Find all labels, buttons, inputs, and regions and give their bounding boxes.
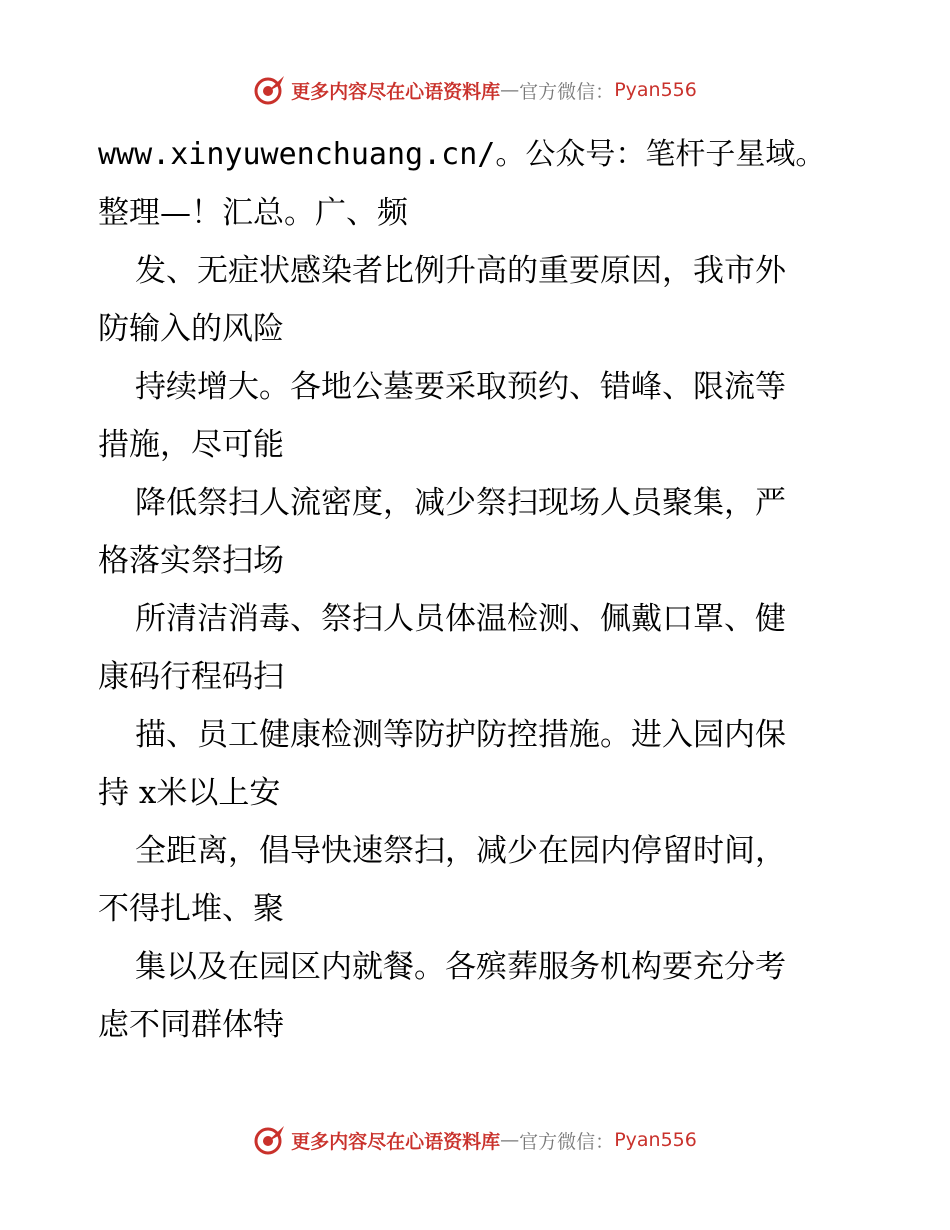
footer-watermark [0, 1120, 950, 1160]
text-line: 防输入的风险 [98, 311, 284, 347]
watermark-official-label: 官方微信： [519, 80, 615, 103]
watermark-wechat-id: Pyan556 [614, 1129, 697, 1151]
text-line: 持续增大。各地公墓要采取预约、错峰、限流等 [135, 369, 786, 405]
text-line: www.xinyuwenchuang.cn/。公众号：笔杆子星域。 [98, 137, 826, 172]
watermark-separator: — [500, 79, 520, 101]
document-body [98, 126, 858, 1054]
watermark-official-label: 官方微信： [519, 1130, 615, 1153]
text-line: 康码行程码扫 [98, 659, 284, 695]
text-line: 所清洁消毒、祭扫人员体温检测、佩戴口罩、健 [135, 601, 786, 637]
text-line: 措施，尽可能 [98, 427, 284, 463]
watermark-brand: 更多内容尽在心语资料库 [291, 1130, 501, 1153]
text-line: 虑不同群体特 [98, 1007, 284, 1043]
text-line: 全距离，倡导快速祭扫，减少在园内停留时间， [135, 833, 786, 869]
text-line: 发、无症状感染者比例升高的重要原因，我市外 [135, 253, 786, 289]
watermark-wechat-id: Pyan556 [614, 79, 697, 101]
text-line: 降低祭扫人流密度，减少祭扫现场人员聚集，严 [135, 485, 786, 521]
text-line: 格落实祭扫场 [98, 543, 284, 579]
header-watermark [0, 70, 950, 110]
text-line: 不得扎堆、聚 [98, 891, 284, 927]
watermark-brand: 更多内容尽在心语资料库 [291, 80, 501, 103]
watermark-separator: — [500, 1129, 520, 1151]
text-line: 集以及在园区内就餐。各殡葬服务机构要充分考 [135, 949, 786, 985]
text-line: 描、员工健康检测等防护防控措施。进入园内保 [135, 717, 786, 753]
text-line: 持 x米以上安 [98, 775, 281, 811]
quill-logo-icon [253, 73, 287, 107]
text-line: 整理—！汇总。广、频 [98, 195, 408, 231]
quill-logo-icon [253, 1123, 287, 1157]
